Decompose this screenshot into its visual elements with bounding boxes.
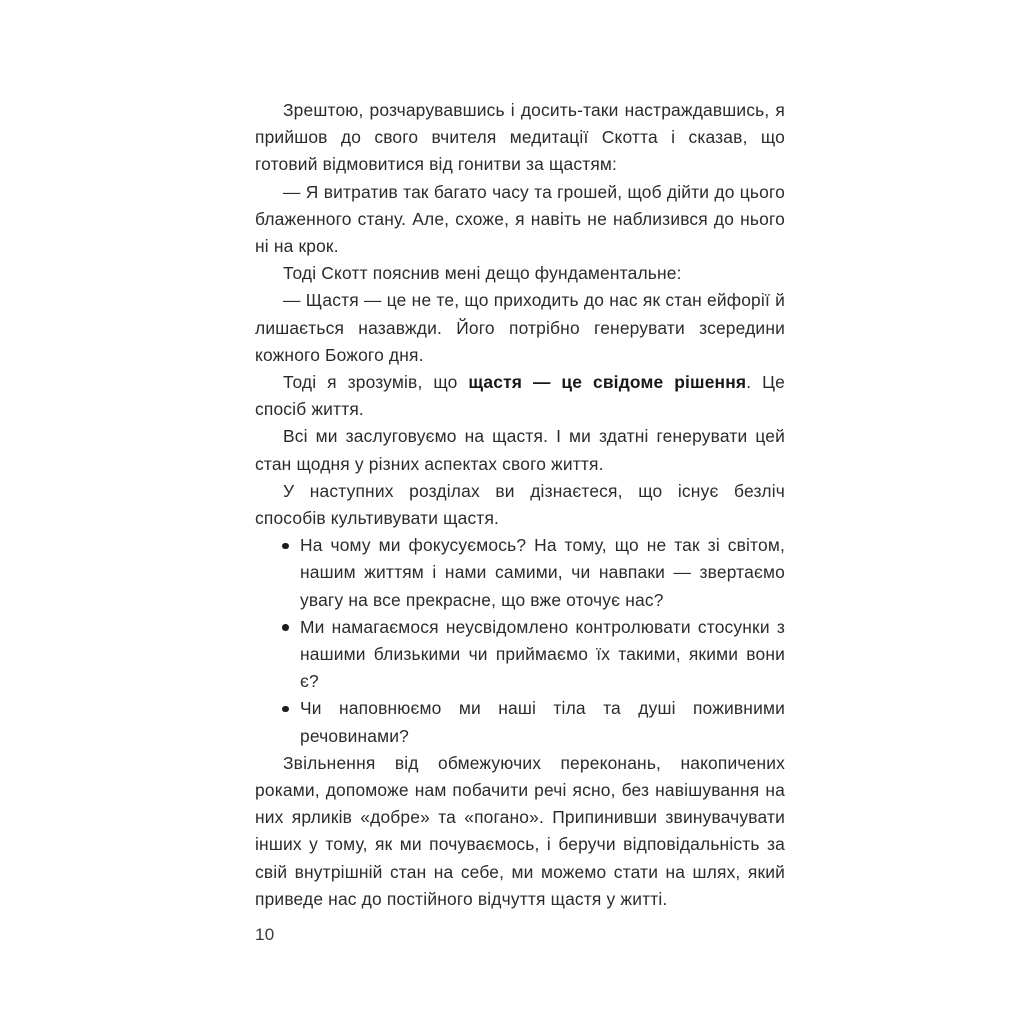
- list-item: [255, 532, 785, 614]
- paragraph-7: У наступних розділах ви дізнаєтеся, що існує безліч способів культивувати щастя.: [255, 480, 785, 529]
- closing-paragraph: Звільнення від обмежуючих переконань, накопичених роками, допоможе нам побачити речі ясно, без навішування на них ярликів «добре» та «погано». Припинивши звинувачувати інших у тому, як ми почуваємось, і беручи відповідальність за свій внутрішній стан на себе, ми можемо стати на шлях, який приведе нас до постійного відчуття щастя у житті.: [255, 752, 785, 909]
- list-item: [255, 614, 785, 696]
- paragraph-3: Тоді Скотт пояснив мені дещо фундаментальне:: [283, 263, 682, 284]
- paragraph-5-suffix: . Це спосіб життя.: [255, 372, 785, 420]
- bullet-point-icon: [282, 624, 289, 631]
- paragraph-4: — Щастя — це не те, що приходить до нас як стан ейфорії й лишається назавжди. Його потрібно генерувати зсередини кожного Божого дня.: [255, 290, 785, 365]
- bullet-point-icon: [282, 706, 289, 713]
- list-item: [255, 695, 785, 749]
- page-text-column: [255, 97, 785, 913]
- list-item-label: На чому ми фокусуємось? На тому, що не так зі світом, нашим життям і нами самими, чи навпаки — звертаємо увагу на все прекрасне, що вже оточує нас?: [300, 535, 785, 610]
- list-item-label: Ми намагаємося неусвідомлено контролювати стосунки з нашими близькими чи приймаємо їх такими, якими вони є?: [300, 616, 785, 692]
- bullet-list: [255, 532, 785, 750]
- page-number: 10: [255, 925, 275, 944]
- bullet-point-icon: [282, 543, 289, 550]
- paragraph-5-with-bold: [255, 369, 785, 423]
- paragraph-1: Зрештою, розчарувавшись і досить-таки настраждавшись, я прийшов до свого вчителя медитації Скотта і сказав, що готовий відмовитися від гонитви за щастям:: [255, 100, 785, 175]
- paragraph-6: Всі ми заслуговуємо на щастя. І ми здатні генерувати цей стан щодня у різних аспектах свого життя.: [255, 426, 785, 474]
- paragraph-5-prefix: Тоді я зрозумів, що: [283, 372, 469, 393]
- paragraph-5-bold-phrase: щастя — це свідоме рішення: [468, 372, 747, 393]
- list-item-label: Чи наповнюємо ми наші тіла та душі поживними речовинами?: [300, 698, 785, 746]
- paragraph-2: — Я витратив так багато часу та грошей, щоб дійти до цього блаженного стану. Але, схоже, я навіть не наблизився до нього ні на крок.: [255, 181, 785, 257]
